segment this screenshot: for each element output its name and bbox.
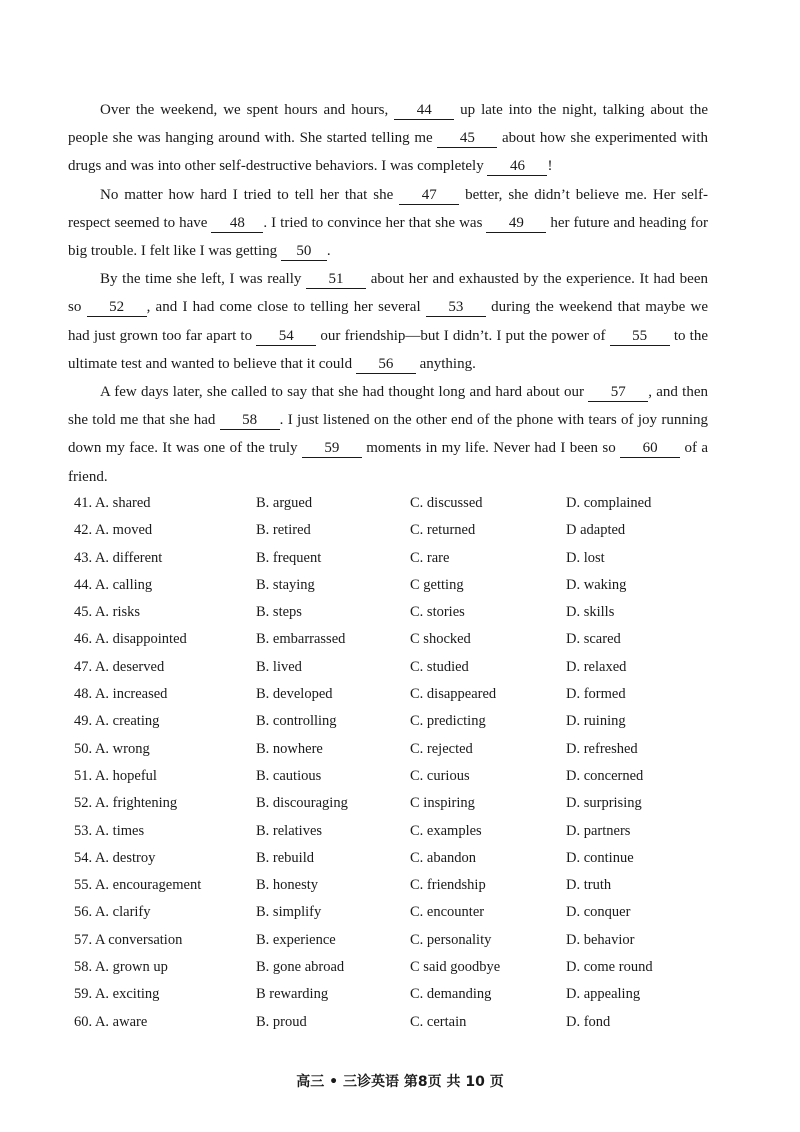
- option-d: D. waking: [566, 576, 627, 593]
- option-d: D. surprising: [566, 795, 642, 812]
- blank-48: 48: [211, 214, 263, 233]
- blank-45: 45: [437, 129, 497, 148]
- blank-56: 56: [356, 355, 416, 374]
- question-row: [74, 655, 714, 682]
- question-row: [74, 791, 714, 818]
- blank-57: 57: [588, 383, 648, 402]
- option-a: 44. A. calling: [74, 576, 153, 593]
- question-row: [74, 737, 714, 764]
- option-b: B. cautious: [256, 767, 322, 784]
- option-a: 57. A conversation: [74, 931, 183, 948]
- option-d: D. refreshed: [566, 740, 638, 757]
- question-row: [74, 491, 714, 518]
- blank-55: 55: [610, 327, 670, 346]
- blank-46: 46: [487, 157, 547, 176]
- option-b: B. lived: [256, 658, 302, 675]
- option-a: 52. A. frightening: [74, 795, 178, 812]
- option-a: 50. A. wrong: [74, 740, 150, 757]
- option-b: B. experience: [256, 931, 336, 948]
- option-d: D. fond: [566, 1013, 611, 1030]
- paragraph-1: Over the weekend, we spent hours and hours, 44 up late into the night, talking about the people she was hanging around with. She started telling me 45 about how she experimented with drugs and was into other self-destructive behaviors. I was completely 46 !: [68, 102, 708, 175]
- blank-58: 58: [220, 411, 280, 430]
- option-b: B. frequent: [256, 549, 322, 566]
- blank-47: 47: [399, 186, 459, 205]
- question-row: [74, 682, 714, 709]
- option-c: C. rare: [410, 549, 450, 566]
- blank-51: 51: [306, 270, 366, 289]
- option-c: C. studied: [410, 658, 469, 675]
- blank-44: 44: [394, 101, 454, 120]
- option-a: 54. A. destroy: [74, 849, 156, 866]
- option-c: C. rejected: [410, 740, 473, 757]
- question-row: [74, 982, 714, 1009]
- option-d: D adapted: [566, 522, 626, 539]
- option-d: D. behavior: [566, 931, 635, 948]
- option-d: D. relaxed: [566, 658, 627, 675]
- option-d: D. continue: [566, 849, 634, 866]
- blank-60: 60: [620, 439, 680, 458]
- option-b: B. nowhere: [256, 740, 323, 757]
- blank-52: 52: [87, 298, 147, 317]
- option-a: 47. A. deserved: [74, 658, 165, 675]
- option-b: B. developed: [256, 686, 333, 703]
- option-d: D. complained: [566, 495, 652, 511]
- option-c: C. returned: [410, 522, 476, 539]
- blank-59: 59: [302, 439, 362, 458]
- cloze-passage: [68, 96, 708, 491]
- option-c: C. certain: [410, 1013, 467, 1030]
- option-a: 48. A. increased: [74, 686, 168, 703]
- page-footer: 高三 • 三诊英语 第8页 共 10 页: [296, 1074, 504, 1090]
- paragraph-4: A few days later, she called to say that she had thought long and hard about our 57 , and then she told me that she had 58 . I just listened on the other end of the phone with tears of joy running down my face. It was one of the truly 59 moments in my life. Never had I been so 60 of a friend.: [68, 384, 709, 485]
- option-b: B. gone abroad: [256, 959, 345, 976]
- option-c: C said goodbye: [410, 959, 501, 976]
- option-a: 55. A. encouragement: [74, 877, 202, 894]
- option-a: 42. A. moved: [74, 522, 153, 539]
- option-b: B. rebuild: [256, 849, 314, 866]
- question-row: [74, 819, 714, 846]
- option-c: C. predicting: [410, 713, 486, 730]
- option-a: 51. A. hopeful: [74, 767, 157, 784]
- question-row: [74, 518, 714, 545]
- paragraph-2: No matter how hard I tried to tell her that she 47 better, she didn’t believe me. Her self-respect seemed to have 48 . I tried to convince her that she was 49 her future and heading for big trouble. I felt like I was getting 50 .: [68, 186, 708, 260]
- option-b: B. discouraging: [256, 795, 348, 812]
- option-c: C getting: [410, 576, 464, 593]
- option-c: C. friendship: [410, 877, 486, 894]
- option-c: C. demanding: [410, 986, 492, 1003]
- answer-options: [74, 491, 714, 1037]
- option-a: 45. A. risks: [74, 604, 141, 621]
- question-row: [74, 900, 714, 927]
- blank-49: 49: [486, 214, 546, 233]
- option-a: 56. A. clarify: [74, 904, 151, 921]
- question-row: [74, 764, 714, 791]
- blank-50: 50: [281, 242, 327, 261]
- option-d: D. truth: [566, 877, 612, 894]
- option-a: 43. A. different: [74, 549, 163, 566]
- option-b: B. staying: [256, 576, 315, 593]
- option-b: B. proud: [256, 1013, 307, 1030]
- option-b: B. controlling: [256, 713, 337, 730]
- option-a: 59. A. exciting: [74, 986, 160, 1003]
- paragraph-3: By the time she left, I was really 51 about her and exhausted by the experience. It had been so 52 , and I had come close to telling her several 53 during the weekend that maybe we had just grown too far apart to 54 our friendship—but I didn’t. I put the power of 55 to the ultimate test and wanted to believe that it could 56 anything.: [68, 271, 708, 372]
- question-row: [74, 846, 714, 873]
- option-b: B. retired: [256, 522, 311, 539]
- option-c: C shocked: [410, 631, 471, 648]
- option-a: 41. A. shared: [74, 495, 151, 511]
- option-d: D. partners: [566, 822, 631, 839]
- option-b: B. steps: [256, 604, 302, 621]
- option-d: D. skills: [566, 604, 615, 621]
- option-d: D. lost: [566, 549, 605, 566]
- question-row: [74, 573, 714, 600]
- option-d: D. formed: [566, 686, 626, 703]
- option-d: D. come round: [566, 959, 653, 976]
- option-a: 53. A. times: [74, 822, 145, 839]
- option-c: C. stories: [410, 604, 465, 621]
- option-c: C. examples: [410, 822, 482, 839]
- option-a: 58. A. grown up: [74, 959, 168, 976]
- option-c: C. curious: [410, 767, 470, 784]
- question-row: [74, 955, 714, 982]
- option-c: C inspiring: [410, 795, 475, 812]
- option-b: B. embarrassed: [256, 631, 346, 648]
- option-b: B. simplify: [256, 904, 322, 921]
- option-b: B. honesty: [256, 877, 319, 894]
- option-a: 49. A. creating: [74, 713, 160, 730]
- question-row: [74, 1010, 714, 1037]
- option-a: 46. A. disappointed: [74, 631, 187, 648]
- option-c: C. disappeared: [410, 686, 497, 703]
- question-row: [74, 627, 714, 654]
- question-row: [74, 873, 714, 900]
- blank-53: 53: [426, 298, 486, 317]
- blank-54: 54: [256, 327, 316, 346]
- option-a: 60. A. aware: [74, 1013, 148, 1030]
- option-d: D. conquer: [566, 904, 631, 921]
- question-row: [74, 709, 714, 736]
- option-d: D. ruining: [566, 713, 626, 730]
- question-row: [74, 928, 714, 955]
- option-d: D. concerned: [566, 767, 644, 784]
- option-d: D. appealing: [566, 986, 641, 1003]
- option-c: C. discussed: [410, 495, 483, 511]
- question-row: [74, 600, 714, 627]
- question-row: [74, 546, 714, 573]
- option-b: B. relatives: [256, 822, 323, 839]
- option-d: D. scared: [566, 631, 621, 648]
- option-c: C. abandon: [410, 849, 477, 866]
- option-b: B rewarding: [256, 986, 329, 1003]
- option-c: C. encounter: [410, 904, 485, 921]
- option-c: C. personality: [410, 931, 492, 948]
- option-b: B. argued: [256, 495, 313, 511]
